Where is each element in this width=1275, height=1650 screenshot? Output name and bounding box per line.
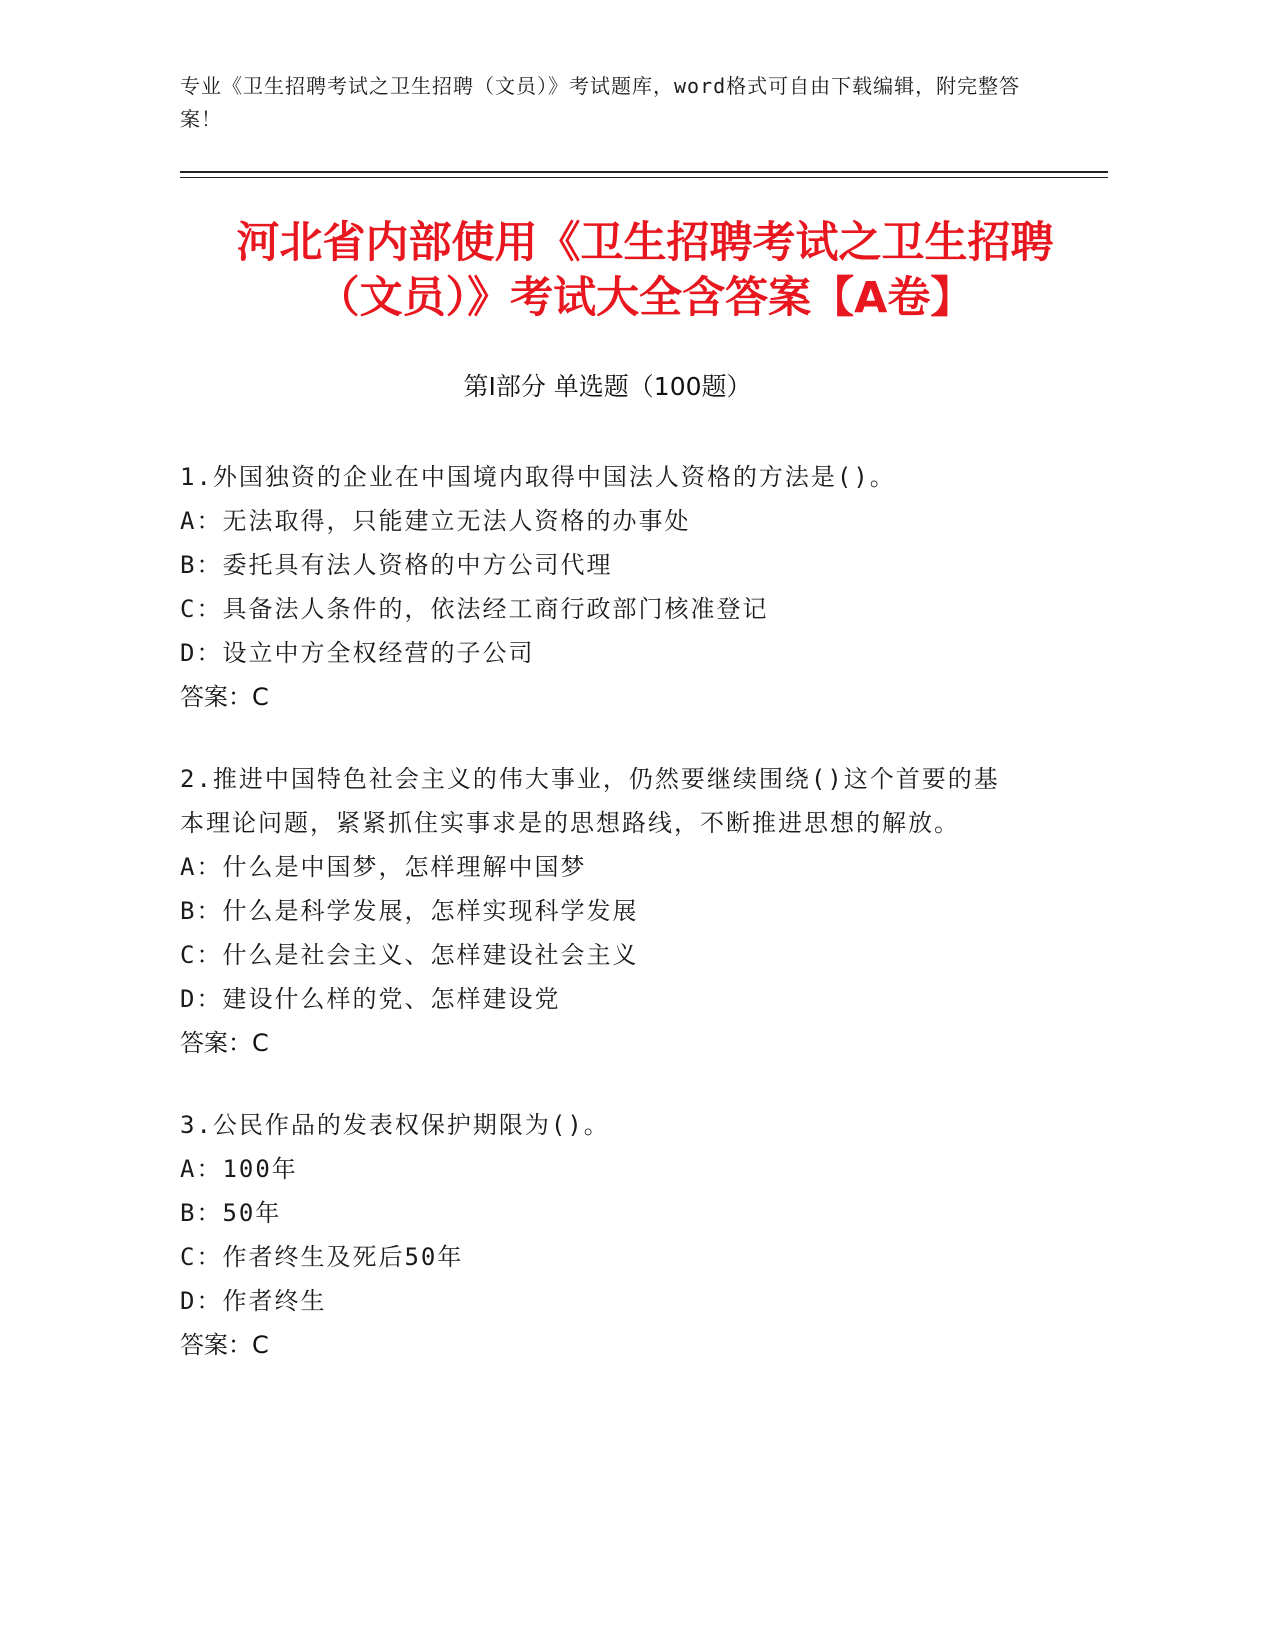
question-stem: 1.外国独资的企业在中国境内取得中国法人资格的方法是()。 [180, 463, 896, 491]
document-title-line-2: （文员）》考试大全含答案【A卷】 [316, 273, 974, 323]
question-3 [180, 1103, 1020, 1367]
option-d: D：建设什么样的党、怎样建设党 [180, 985, 561, 1013]
question-stem: 3.公民作品的发表权保护期限为()。 [180, 1111, 610, 1139]
answer: 答案：C [180, 1029, 269, 1057]
question-1 [180, 455, 1020, 719]
option-c: C：具备法人条件的，依法经工商行政部门核准登记 [180, 595, 769, 623]
option-a: A：无法取得，只能建立无法人资格的办事处 [180, 507, 691, 535]
header-divider-thick [180, 171, 1108, 173]
section-heading: 第Ⅰ部分 单选题（100题） [463, 372, 752, 401]
option-c: C：作者终生及死后50年 [180, 1243, 464, 1271]
option-b: B：委托具有法人资格的中方公司代理 [180, 551, 613, 579]
option-d: D：设立中方全权经营的子公司 [180, 639, 535, 667]
option-a: A：什么是中国梦，怎样理解中国梦 [180, 853, 587, 881]
option-a: A：100年 [180, 1155, 298, 1183]
option-b: B：50年 [180, 1199, 282, 1227]
answer: 答案：C [180, 1331, 269, 1359]
option-c: C：什么是社会主义、怎样建设社会主义 [180, 941, 639, 969]
header-note: 专业《卫生招聘考试之卫生招聘（文员）》考试题库，word格式可自由下载编辑，附完整答案！ [180, 74, 1021, 131]
header-divider-thin [180, 177, 1108, 178]
option-b: B：什么是科学发展，怎样实现科学发展 [180, 897, 639, 925]
question-list [180, 455, 1020, 1405]
document-title [150, 216, 1140, 326]
option-d: D：作者终生 [180, 1287, 327, 1315]
question-stem: 2.推进中国特色社会主义的伟大事业，仍然要继续围绕()这个首要的基本理论问题，紧紧抓住实事求是的思想路线，不断推进思想的解放。 [180, 765, 1000, 837]
document-title-line-1: 河北省内部使用《卫生招聘考试之卫生招聘 [236, 218, 1054, 268]
question-2 [180, 757, 1020, 1065]
answer: 答案：C [180, 683, 269, 711]
